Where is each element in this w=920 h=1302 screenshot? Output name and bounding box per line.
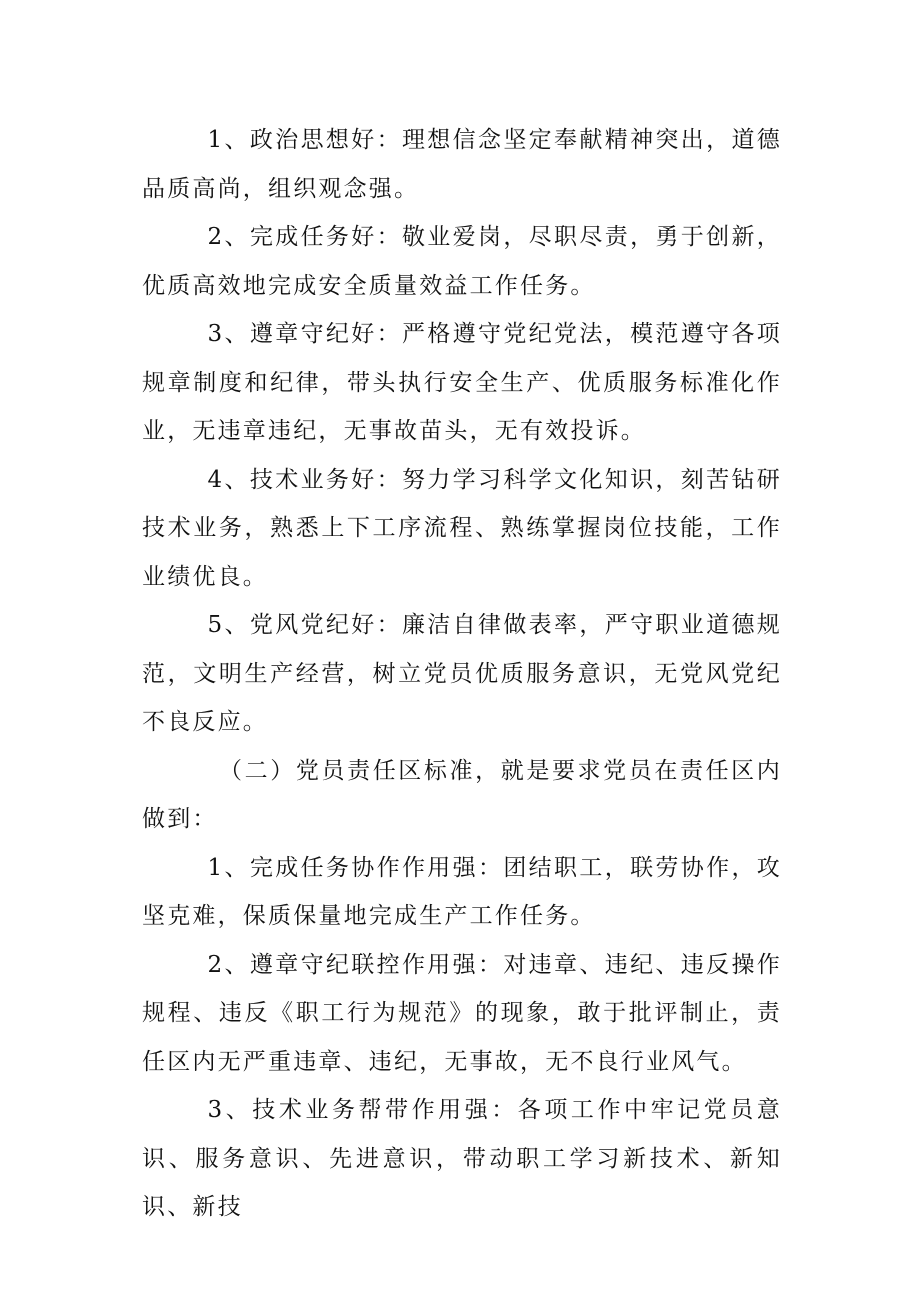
paragraph-discipline: 3、遵章守纪好：严格遵守党纪党法，模范遵守各项规章制度和纪律，带头执行安全生产、优质服务标准化作业，无违章违纪，无事故苗头，无有效投诉。 (142, 321, 782, 444)
paragraph-party-conduct: 5、党风党纪好：廉洁自律做表率，严守职业道德规范，文明生产经营，树立党员优质服务意识，无党风党纪不良反应。 (142, 612, 782, 735)
paragraph-cooperation: 1、完成任务协作作用强：团结职工，联劳协作，攻坚克难，保质保量地完成生产工作任务。 (142, 854, 782, 929)
paragraph-political-thought: 1、政治思想好：理想信念坚定奉献精神突出，道德品质高尚，组织观念强。 (142, 127, 782, 202)
paragraph-mentoring: 3、技术业务帮带作用强：各项工作中牢记党员意识、服务意识、先进意识，带动职工学习新技术、新知识、新技 (142, 1097, 782, 1220)
paragraph-technical-skill: 4、技术业务好：努力学习科学文化知识，刻苦钻研技术业务，熟悉上下工序流程、熟练掌握岗位技能，工作业绩优良。 (142, 466, 782, 590)
section-heading-responsibility-area: （二）党员责任区标准，就是要求党员在责任区内做到： (142, 757, 782, 832)
paragraph-joint-control: 2、遵章守纪联控作用强：对违章、违纪、违反操作规程、违反《职工行为规范》的现象，敢于批评制止，责任区内无严重违章、违纪，无事故，无不良行业风气。 (142, 951, 782, 1075)
paragraph-task-completion: 2、完成任务好：敬业爱岗，尽职尽责，勇于创新，优质高效地完成安全质量效益工作任务。 (142, 224, 782, 299)
document-body (142, 116, 782, 1232)
